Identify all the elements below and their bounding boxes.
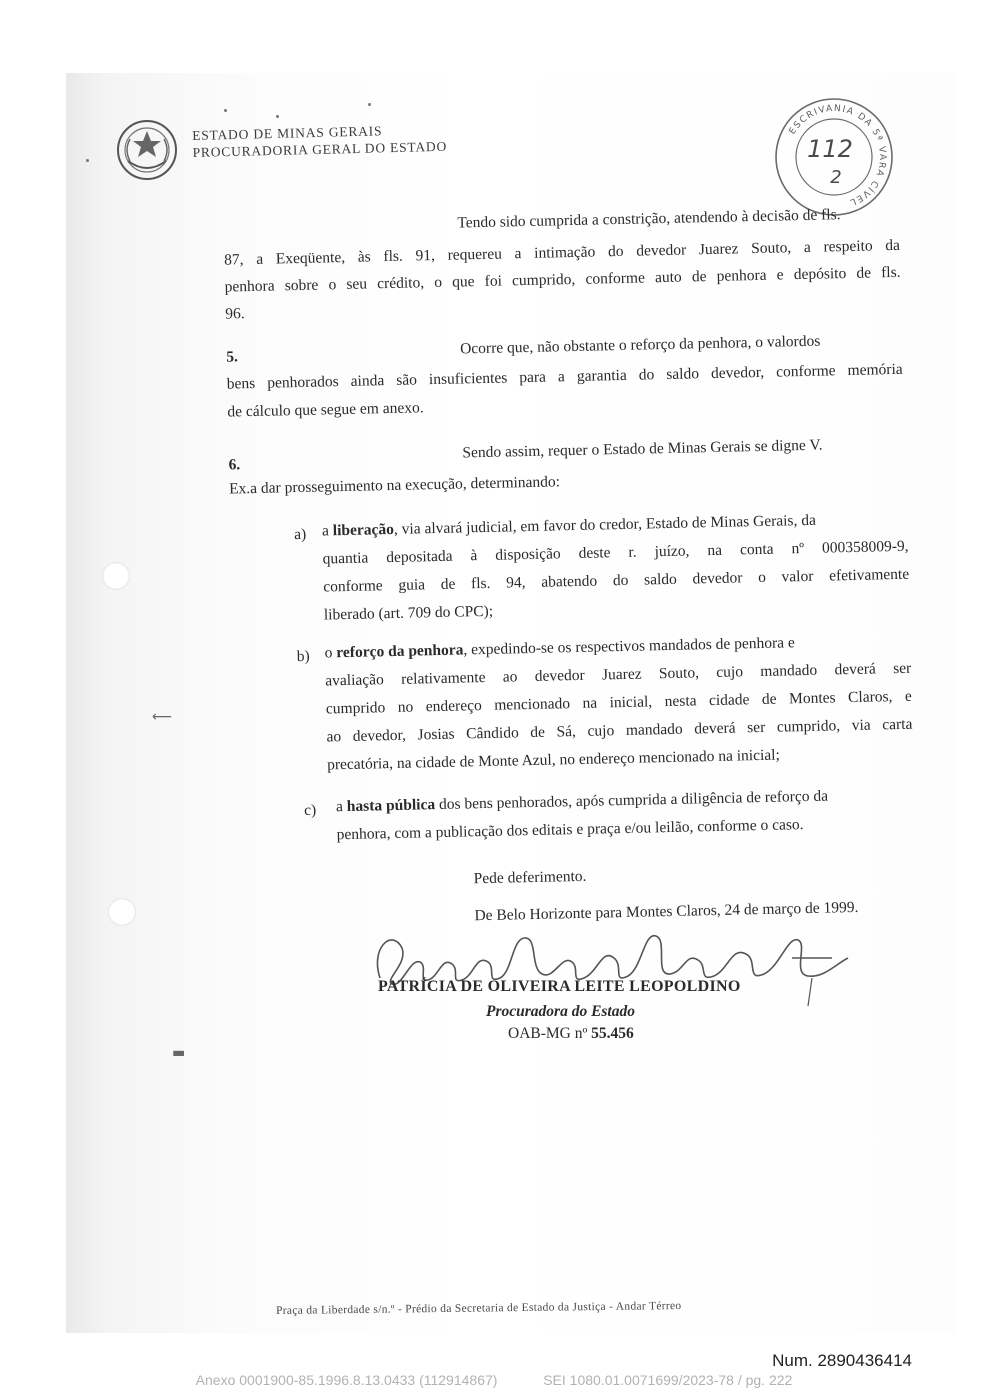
text-line: avaliação relativamente ao devedor Juarez Souto, cujo mandado deverá ser xyxy=(325,659,912,690)
item-label: c) xyxy=(303,801,317,819)
annex-reference: Anexo 0001900-85.1996.8.13.0433 (112914867) xyxy=(195,1372,498,1388)
text-line: penhora sobre o seu crédito, o que foi cumprido, conforme auto de penhora e depósito de fls. xyxy=(224,263,901,296)
stamp-ring-text: ESCRIVANIA DA 5ª VARA CÍVEL xyxy=(787,103,888,208)
letterhead-state: ESTADO DE MINAS GERAIS xyxy=(192,123,383,143)
text-line xyxy=(336,788,828,817)
paragraph-number: 5. xyxy=(226,348,239,366)
item-text: , expedindo-se os respectivos mandados de penhora e xyxy=(463,634,796,659)
item-keyword: hasta pública xyxy=(346,796,436,816)
item-label: b) xyxy=(296,647,310,666)
oab-prefix: OAB-MG nº xyxy=(508,1025,592,1042)
pen-mark: ⟵ xyxy=(152,709,173,725)
text-line: bens penhorados ainda são insuficientes para a garantia do saldo devedor, conforme memória xyxy=(226,360,903,393)
text-line: 96. xyxy=(225,305,245,323)
text-line xyxy=(322,512,816,541)
text-line: de cálculo que segue em anexo. xyxy=(227,399,424,421)
body-text xyxy=(66,73,956,1333)
letterhead-office: PROCURADORIA GERAL DO ESTADO xyxy=(192,138,448,160)
text-line: quantia depositada à disposição deste r. juízo, na conta nº 000358009-9, xyxy=(322,537,909,568)
document-number: Num. 2890436414 xyxy=(772,1351,912,1370)
closing-request: Pede deferimento. xyxy=(473,867,587,888)
stamp-folio: 112 xyxy=(807,135,853,163)
text-line: conforme guia de fls. 94, abatendo do saldo devedor o valor efetivamente xyxy=(323,565,910,596)
text-line: Ex.a dar prosseguimento na execução, determinando: xyxy=(228,473,561,498)
item-keyword: liberação xyxy=(332,520,395,540)
text-line: Sendo assim, requer o Estado de Minas Gerais se digne V. xyxy=(462,436,823,462)
paragraph-number: 6. xyxy=(228,456,241,474)
pen-mark: ▬ xyxy=(172,1045,186,1061)
stamp-folio-sub: 2 xyxy=(830,167,842,188)
closing-place-date: De Belo Horizonte para Montes Claros, 24 de março de 1999. xyxy=(474,898,859,925)
text-line: Ocorre que, não obstante o reforço da penhora, o valordos xyxy=(459,332,821,358)
text-line: Tendo sido cumprida a constrição, atendendo à decisão de fls. xyxy=(457,206,841,232)
text-line: penhora, com a publicação dos editais e praça e/ou leilão, conforme o caso. xyxy=(336,816,804,844)
text-line: cumprido no endereço mencionado na inicial, nesta cidade de Montes Claros, e xyxy=(325,687,912,718)
signatory-oab xyxy=(508,1025,634,1043)
text-line: ao devedor, Josias Cândido de Sá, cujo mandado deverá ser cumprido, via carta xyxy=(326,715,913,746)
signatory-title: Procuradora do Estado xyxy=(486,1003,635,1020)
text-line: liberado (art. 709 do CPC); xyxy=(323,602,494,624)
item-label: a) xyxy=(293,525,307,544)
oab-number: 55.456 xyxy=(591,1025,634,1042)
text-line xyxy=(325,634,795,662)
item-prefix: a xyxy=(321,522,334,540)
item-prefix: a xyxy=(335,798,348,816)
sei-reference: SEI 1080.01.0071699/2023-78 / pg. 222 xyxy=(543,1372,793,1388)
item-keyword: reforço da penhora xyxy=(336,641,464,662)
page-metadata-line xyxy=(0,1372,988,1388)
document-sheet xyxy=(66,73,956,1333)
text-line: precatória, na cidade de Monte Azul, no endereço mencionado na inicial; xyxy=(326,746,781,774)
signatory-name: PATRÍCIA DE OLIVEIRA LEITE LEOPOLDINO xyxy=(378,978,741,995)
item-text: , via alvará judicial, em favor do credor, Estado de Minas Gerais, da xyxy=(393,511,817,538)
item-text: dos bens penhorados, após cumprida a diligência de reforço da xyxy=(434,787,829,814)
item-prefix: o xyxy=(324,644,337,662)
letterhead-footer: Praça da Liberdade s/n.º - Prédio da Secretaria de Estado da Justiça - Andar Térreo xyxy=(276,1300,682,1317)
text-line: 87, a Exeqüente, às fls. 91, requereu a intimação do devedor Juarez Souto, a respeito da xyxy=(223,236,901,269)
